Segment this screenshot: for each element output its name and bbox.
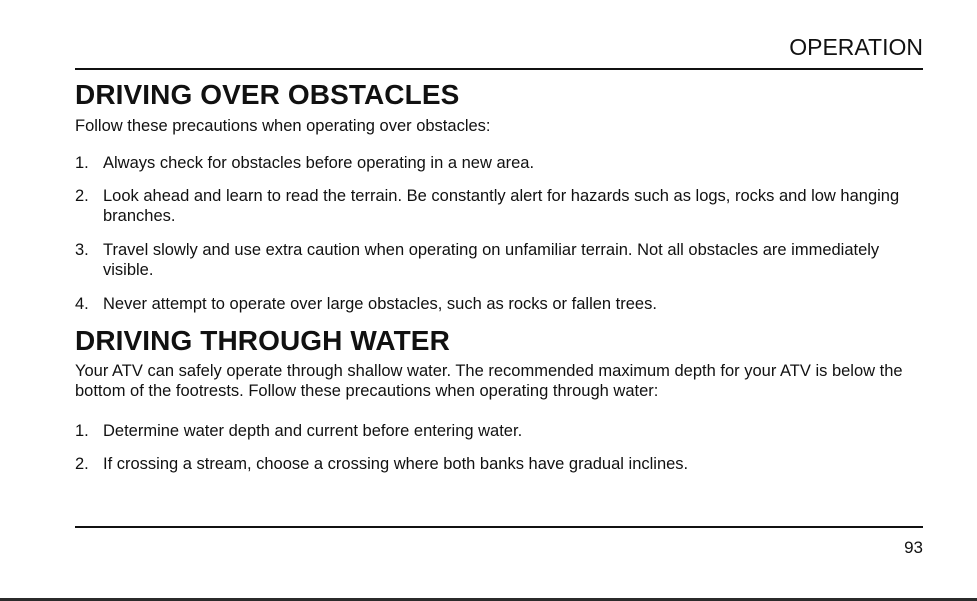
step-text: Travel slowly and use extra caution when operating on unfamiliar terrain. Not all obstacles are immediately visible. bbox=[103, 241, 880, 279]
step-number: 1. bbox=[75, 422, 89, 440]
step-text: If crossing a stream, choose a crossing where both banks have gradual inclines. bbox=[103, 455, 689, 473]
footer-rule bbox=[75, 526, 923, 528]
list-item bbox=[75, 294, 923, 314]
step-number: 3. bbox=[75, 241, 89, 259]
section-intro-water: Your ATV can safely operate through shallow water. The recommended maximum depth for your ATV is below the bottom of the footrests. Follow these precautions when operating through water: bbox=[75, 362, 903, 400]
step-text: Never attempt to operate over large obstacles, such as rocks or fallen trees. bbox=[103, 295, 657, 313]
step-number: 4. bbox=[75, 295, 89, 313]
step-text: Look ahead and learn to read the terrain. Be constantly alert for hazards such as logs, rocks and low hanging branches. bbox=[103, 187, 900, 225]
page-number: 93 bbox=[904, 538, 923, 557]
list-item bbox=[75, 186, 923, 226]
running-header: OPERATION bbox=[789, 34, 923, 60]
section-intro-obstacles: Follow these precautions when operating over obstacles: bbox=[75, 117, 491, 135]
section-title-obstacles: DRIVING OVER OBSTACLES bbox=[75, 79, 460, 110]
list-item bbox=[75, 454, 923, 474]
list-item bbox=[75, 421, 923, 441]
step-number: 1. bbox=[75, 154, 89, 172]
header-rule bbox=[75, 68, 923, 70]
list-item bbox=[75, 153, 923, 173]
list-item bbox=[75, 240, 923, 280]
step-number: 2. bbox=[75, 187, 89, 205]
manual-page bbox=[75, 0, 923, 601]
step-number: 2. bbox=[75, 455, 89, 473]
step-text: Always check for obstacles before operating in a new area. bbox=[103, 154, 535, 172]
section-title-water: DRIVING THROUGH WATER bbox=[75, 325, 450, 356]
step-text: Determine water depth and current before entering water. bbox=[103, 422, 523, 440]
